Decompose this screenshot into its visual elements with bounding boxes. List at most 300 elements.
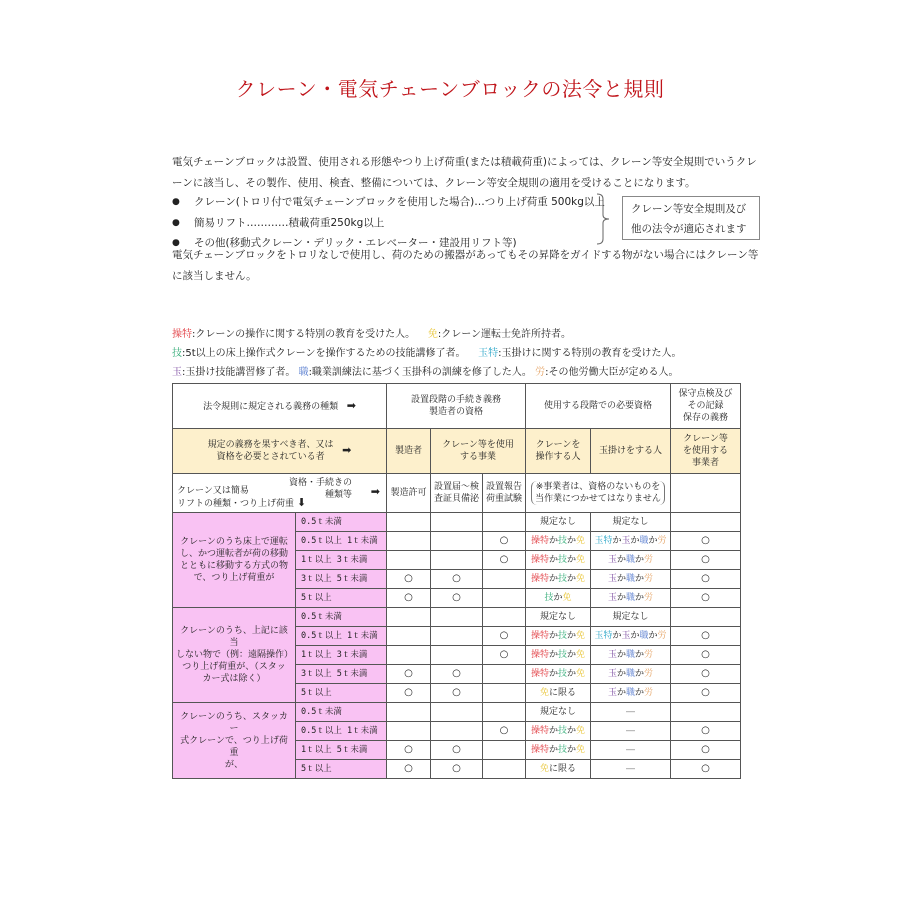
header-slinger: 玉掛けをする人 [591, 429, 671, 474]
header-text: 設置報告 [485, 482, 522, 492]
install-report-cell: ○ [483, 722, 526, 741]
header-manufacturer: 製造者 [387, 429, 431, 474]
qualification-token: 技 [557, 726, 567, 736]
header-install-report [483, 474, 526, 513]
operator-qualification-cell [526, 513, 591, 532]
legend-line-1 [172, 325, 762, 344]
legend-abbr-tama: 玉 [172, 367, 182, 378]
qualification-token: 玉 [607, 650, 617, 660]
header-business-use [431, 429, 526, 474]
qualification-token: 玉特 [594, 536, 613, 546]
qualification-token: 技 [557, 745, 567, 755]
qualification-token: 技 [557, 669, 567, 679]
crane-type-text: カー式は除く） [202, 674, 266, 684]
qualification-token: か [567, 745, 577, 755]
qualification-token: か [630, 536, 640, 546]
capacity-cell: 5ｔ以上 [296, 684, 387, 703]
mfg-permit-cell [387, 532, 431, 551]
note-line-1: クレーン等安全規則及び [631, 203, 747, 215]
mfg-permit-cell [387, 627, 431, 646]
slinger-qualification-cell [591, 513, 671, 532]
maintenance-cell: ○ [671, 570, 741, 589]
slinger-qualification-cell [591, 760, 671, 779]
operator-qualification-cell [526, 608, 591, 627]
operator-qualification-cell [526, 741, 591, 760]
maintenance-cell: ○ [671, 741, 741, 760]
slinger-qualification-cell [591, 551, 671, 570]
operator-qualification-cell [526, 570, 591, 589]
crane-type-text: クレーンのうち床上で運転 [180, 537, 288, 547]
maintenance-cell: ○ [671, 760, 741, 779]
qualification-token: 免 [576, 555, 586, 565]
operator-qualification-cell [526, 589, 591, 608]
crane-type-label [173, 513, 296, 608]
qualification-token: 規定なし [612, 612, 649, 622]
note-line-2: 他の法令が適応されます [631, 223, 747, 235]
qualification-token: か [635, 555, 645, 565]
capacity-cell: 0.5ｔ未満 [296, 608, 387, 627]
bullet-dot-icon: ● [172, 197, 180, 207]
capacity-cell: 1ｔ以上 3ｔ未満 [296, 646, 387, 665]
operator-qualification-cell [526, 551, 591, 570]
header-mfg-permit: 製造許可 [387, 474, 431, 513]
qualification-token: 技 [557, 536, 567, 546]
crane-type-text: つり上げ荷重が、（スタッ [182, 662, 286, 672]
slinger-qualification-cell [591, 741, 671, 760]
arrow-right-icon: ➡ [346, 398, 356, 412]
crane-type-text: とともに移動する方式の物 [179, 561, 288, 571]
qualification-token: に限る [549, 764, 577, 774]
bullet-text: クレーン(トロリ付で電気チェーンブロックを使用した場合)…つり上げ荷重 500kg以上 [194, 196, 605, 208]
qualification-token: 労 [644, 555, 654, 565]
install-report-cell [483, 741, 526, 760]
header-text: 当作業につかせてはなりません [535, 494, 661, 504]
operator-qualification-cell [526, 684, 591, 703]
qualification-token: 操特 [530, 631, 549, 641]
maintenance-cell: ○ [671, 627, 741, 646]
qualification-token: 操特 [530, 536, 549, 546]
header-text: 種類等 [324, 490, 352, 500]
slinger-qualification-cell [591, 684, 671, 703]
qualification-token: か [635, 593, 645, 603]
qualification-token: 労 [644, 650, 654, 660]
legend-desc: :5t以上の床上操作式クレーンを操作するための技能講修了者。 [182, 348, 466, 359]
operator-qualification-cell [526, 760, 591, 779]
slinger-qualification-cell [591, 665, 671, 684]
crane-type-text: クレーンのうち、スタッカー [180, 711, 288, 734]
intro-paragraph [172, 152, 762, 193]
header-text: 製造者の資格 [428, 407, 483, 417]
header-text: を使用する [682, 446, 728, 456]
legend-abbr-tamatoku: 玉特 [478, 348, 499, 359]
right-brace-icon [596, 193, 610, 245]
header-business-owner [671, 429, 741, 474]
qualification-token: 職 [639, 631, 649, 641]
header-responsible [173, 429, 387, 474]
header-diagonal-cell [173, 474, 387, 513]
header-maintenance [671, 384, 741, 429]
qualification-token: 職 [625, 574, 635, 584]
qualification-token: か [548, 726, 558, 736]
qualification-token: 労 [657, 631, 667, 641]
crane-type-text: し、かつ運転者が荷の移動 [179, 549, 288, 559]
qualification-token: 玉 [607, 688, 617, 698]
install-report-cell: ○ [483, 532, 526, 551]
qualification-token: に限る [549, 688, 577, 698]
qualification-token: か [635, 650, 645, 660]
install-notice-cell: ○ [431, 684, 483, 703]
header-text: リフトの種類・つり上げ荷重 [177, 499, 295, 509]
header-row-procedures [173, 474, 741, 513]
arrow-right-icon: ➡ [342, 443, 352, 457]
install-report-cell [483, 513, 526, 532]
maintenance-cell: ○ [671, 684, 741, 703]
install-report-cell [483, 589, 526, 608]
qualification-token: 労 [644, 593, 654, 603]
qualification-token: 免 [539, 764, 549, 774]
mfg-permit-cell [387, 551, 431, 570]
maintenance-cell [671, 703, 741, 722]
header-duty-type [173, 384, 387, 429]
crane-type-text: しない物で（例：遠隔操作） [176, 650, 294, 660]
qualification-token: 職 [625, 593, 635, 603]
install-notice-cell [431, 513, 483, 532]
qualification-token: 免 [562, 593, 572, 603]
header-text: 設置届～検 [433, 482, 479, 492]
qualification-token: 技 [557, 631, 567, 641]
header-row-responsible [173, 429, 741, 474]
header-notice [526, 474, 671, 513]
qualification-token: か [548, 650, 558, 660]
maintenance-cell: ○ [671, 646, 741, 665]
qualification-token: 規定なし [539, 612, 576, 622]
header-text: 設置段階の手続き義務 [410, 395, 501, 405]
install-notice-cell: ○ [431, 741, 483, 760]
qualification-token: 労 [644, 688, 654, 698]
qualification-token: か [567, 650, 577, 660]
header-operator [526, 429, 591, 474]
capacity-cell: 3ｔ以上 5ｔ未満 [296, 570, 387, 589]
install-report-cell: ○ [483, 627, 526, 646]
qualification-token: 玉 [621, 536, 631, 546]
qualification-token: か [648, 631, 658, 641]
outro-line-2: に該当しません。 [172, 269, 257, 282]
outro-paragraph [172, 245, 762, 286]
slinger-qualification-cell [591, 532, 671, 551]
install-notice-cell: ○ [431, 589, 483, 608]
mfg-permit-cell: ○ [387, 570, 431, 589]
page-title: クレーン・電気チェーンブロックの法令と規則 [235, 77, 665, 101]
install-report-cell [483, 684, 526, 703]
legend-line-3 [172, 363, 762, 382]
qualification-token: か [635, 669, 645, 679]
header-text: その記録 [687, 401, 724, 411]
header-text: 資格・手続きの [288, 478, 352, 488]
install-notice-cell [431, 646, 483, 665]
qualification-token: か [616, 574, 626, 584]
legend-abbr-rou: 労 [535, 367, 546, 378]
qualification-token: 操特 [530, 745, 549, 755]
install-report-cell: ○ [483, 646, 526, 665]
install-notice-cell [431, 703, 483, 722]
slinger-qualification-cell [591, 646, 671, 665]
capacity-cell: 0.5ｔ以上 1ｔ未満 [296, 532, 387, 551]
legend-desc: :玉掛けに関する特別の教育を受けた人。 [498, 348, 682, 359]
operator-qualification-cell [526, 646, 591, 665]
table-row [173, 608, 741, 627]
qualification-token: 職 [639, 536, 649, 546]
qualification-token: か [630, 631, 640, 641]
qualification-token: か [548, 555, 558, 565]
slinger-qualification-cell [591, 722, 671, 741]
bullet-item-simple-lift [172, 213, 612, 234]
mfg-permit-cell: ○ [387, 760, 431, 779]
qualification-token: か [616, 688, 626, 698]
header-text: クレーンを [535, 440, 581, 450]
mfg-permit-cell [387, 608, 431, 627]
qualification-token: か [567, 536, 577, 546]
qualification-token: 技 [557, 574, 567, 584]
install-report-cell [483, 760, 526, 779]
header-text: 資格を必要とされている者 [216, 452, 325, 462]
qualification-token: 規定なし [539, 517, 576, 527]
slinger-qualification-cell [591, 608, 671, 627]
header-text: 保守点検及び [678, 389, 733, 399]
capacity-cell: 0.5ｔ未満 [296, 703, 387, 722]
crane-type-text: 式クレーンで、つり上げ荷重 [180, 735, 288, 758]
install-notice-cell: ○ [431, 570, 483, 589]
install-notice-cell [431, 551, 483, 570]
qualification-token: 職 [625, 669, 635, 679]
operator-qualification-cell [526, 665, 591, 684]
qualification-token: 技 [557, 650, 567, 660]
header-use-stage: 使用する段階での必要資格 [526, 384, 671, 429]
header-text: 事業者 [691, 458, 719, 468]
qualification-token: 技 [544, 593, 554, 603]
mfg-permit-cell: ○ [387, 665, 431, 684]
diag-bottom-label [177, 485, 306, 510]
regulation-note-box [622, 196, 760, 240]
bullet-dot-icon: ● [172, 217, 180, 228]
capacity-cell: 5ｔ以上 [296, 760, 387, 779]
operator-qualification-cell [526, 722, 591, 741]
qualification-token: か [567, 555, 577, 565]
intro-line-2: ーンに該当し、その製作、使用、検査、整備については、クレーン等安全規則の適用を受けることになります。 [172, 176, 696, 189]
arrow-down-icon: ⬇ [296, 496, 307, 509]
qualification-token: 規定なし [539, 707, 576, 717]
qualification-token: か [612, 631, 622, 641]
qualification-token: 玉特 [594, 631, 613, 641]
qualification-token: 操特 [530, 669, 549, 679]
qualification-token: か [635, 574, 645, 584]
qualification-token: 玉 [621, 631, 631, 641]
install-report-cell: ○ [483, 551, 526, 570]
qualification-token: 操特 [530, 650, 549, 660]
legend-desc: :その他労働大臣が定める人。 [545, 367, 679, 378]
header-text: 荷重試験 [485, 494, 522, 504]
slinger-qualification-cell [591, 589, 671, 608]
qualification-token: 免 [576, 631, 586, 641]
abbreviation-legend [172, 325, 762, 382]
mfg-permit-cell: ○ [387, 684, 431, 703]
capacity-cell: 1ｔ以上 5ｔ未満 [296, 741, 387, 760]
install-notice-cell [431, 627, 483, 646]
qualification-token: 規定なし [612, 517, 649, 527]
qualification-token: 免 [539, 688, 549, 698]
qualification-token: 免 [576, 745, 586, 755]
capacity-cell: 0.5ｔ以上 1ｔ未満 [296, 627, 387, 646]
qualification-token: か [612, 536, 622, 546]
notice-bracket [531, 481, 665, 505]
legend-desc: :職業訓練法に基づく玉掛科の訓練を修了した人。 [308, 367, 532, 378]
qualification-token: ― [626, 726, 635, 736]
qualification-token: 職 [625, 555, 635, 565]
install-notice-cell [431, 608, 483, 627]
maintenance-cell [671, 608, 741, 627]
header-install-notice [431, 474, 483, 513]
qualification-token: 免 [576, 726, 586, 736]
legend-desc: :クレーンの操作に関する特別の教育を受けた人。 [192, 329, 416, 340]
qualification-token: 職 [625, 650, 635, 660]
qualification-token: か [616, 593, 626, 603]
maintenance-cell: ○ [671, 589, 741, 608]
bullet-dot-icon: ● [172, 238, 180, 248]
header-text: ※事業者は、資格のないものを [535, 482, 661, 492]
capacity-cell: 0.5ｔ以上 1ｔ未満 [296, 722, 387, 741]
mfg-permit-cell [387, 703, 431, 722]
header-text: 査証貝備泌 [433, 494, 479, 504]
qualification-token: か [548, 669, 558, 679]
capacity-cell: 1ｔ以上 3ｔ未満 [296, 551, 387, 570]
install-report-cell [483, 608, 526, 627]
header-text: する事業 [459, 452, 496, 462]
qualification-token: か [616, 650, 626, 660]
header-text: クレーン又は簡易 [177, 486, 249, 496]
qualification-token: 免 [576, 650, 586, 660]
header-text: 保存の義務 [682, 413, 728, 423]
qualification-token: 操特 [530, 555, 549, 565]
outro-line-1: 電気チェーンブロックをトロリなしで使用し、荷のための搬器があってもその昇降をガイドする物がない場合にはクレーン等 [172, 249, 759, 261]
bullet-item-crane [172, 192, 612, 213]
qualification-token: 免 [576, 574, 586, 584]
regulation-table [172, 383, 741, 779]
mfg-permit-cell: ○ [387, 589, 431, 608]
legend-abbr-gino: 技 [172, 348, 182, 359]
table-row [173, 513, 741, 532]
capacity-cell: 3ｔ以上 5ｔ未満 [296, 665, 387, 684]
header-text: 規定の義務を果すべき者、又は [207, 440, 334, 450]
qualification-token: か [648, 536, 658, 546]
legend-abbr-shoku: 職 [298, 367, 309, 378]
crane-type-text: で、つり上げ荷重が [193, 573, 275, 583]
legend-desc: :玉掛け技能講習修了者。 [182, 367, 296, 378]
qualification-token: 免 [576, 536, 586, 546]
qualification-token: 玉 [607, 669, 617, 679]
qualification-token: か [616, 669, 626, 679]
header-text: 操作する人 [535, 452, 581, 462]
install-report-cell [483, 703, 526, 722]
install-notice-cell: ○ [431, 665, 483, 684]
header-text: クレーン等を使用 [442, 440, 514, 450]
mfg-permit-cell [387, 646, 431, 665]
qualification-token: 玉 [607, 574, 617, 584]
qualification-token: 操特 [530, 726, 549, 736]
legend-desc: :クレーン運転士免許所持者。 [437, 329, 572, 340]
legend-abbr-menkyo: 免 [427, 329, 438, 340]
operator-qualification-cell [526, 532, 591, 551]
legend-abbr-soutoku: 操特 [172, 329, 192, 340]
qualification-token: か [567, 669, 577, 679]
qualification-token: か [567, 726, 577, 736]
qualification-token: 免 [576, 669, 586, 679]
mfg-permit-cell [387, 722, 431, 741]
install-notice-cell [431, 722, 483, 741]
qualification-token: か [548, 574, 558, 584]
install-report-cell [483, 665, 526, 684]
capacity-cell: 5ｔ以上 [296, 589, 387, 608]
qualification-token: か [567, 631, 577, 641]
qualification-token: 技 [557, 555, 567, 565]
intro-line-1: 電気チェーンブロックは設置、使用される形態やつり上げ荷重(または積載荷重)によっては、クレーン等安全規則でいうクレ [172, 156, 757, 168]
qualification-token: 労 [644, 574, 654, 584]
slinger-qualification-cell [591, 627, 671, 646]
qualification-token: 労 [644, 669, 654, 679]
header-install-stage [387, 384, 526, 429]
qualification-token: か [548, 745, 558, 755]
table-row [173, 703, 741, 722]
qualification-token: ― [626, 745, 635, 755]
qualification-token: ― [626, 764, 635, 774]
header-row-duty-type [173, 384, 741, 429]
qualification-token: か [553, 593, 563, 603]
maintenance-cell [671, 513, 741, 532]
operator-qualification-cell [526, 703, 591, 722]
qualification-token: か [548, 631, 558, 641]
bullet-text: その他(移動式クレーン・デリック・エレベーター・建設用リフト等) [194, 237, 517, 249]
maintenance-cell: ○ [671, 722, 741, 741]
qualification-token: 玉 [607, 593, 617, 603]
qualification-token: ― [626, 707, 635, 717]
legend-line-2 [172, 344, 762, 363]
mfg-permit-cell [387, 513, 431, 532]
maintenance-cell: ○ [671, 532, 741, 551]
mfg-permit-cell: ○ [387, 741, 431, 760]
install-notice-cell: ○ [431, 760, 483, 779]
crane-type-text: が、 [224, 759, 243, 770]
install-notice-cell [431, 532, 483, 551]
crane-type-label [173, 703, 296, 779]
qualification-token: 玉 [607, 555, 617, 565]
qualification-token: か [567, 574, 577, 584]
header-text: 法令規則に規定される義務の種類 [203, 401, 339, 412]
qualification-token: 労 [657, 536, 667, 546]
maintenance-cell: ○ [671, 665, 741, 684]
slinger-qualification-cell [591, 703, 671, 722]
qualification-token: 操特 [530, 574, 549, 584]
bullet-text: 簡易リフト…………積載荷重250kg以上 [194, 216, 385, 229]
crane-type-text: クレーンのうち、上記に該当 [180, 626, 288, 648]
arrow-right-icon: ➡ [370, 485, 380, 498]
install-report-cell [483, 570, 526, 589]
slinger-qualification-cell [591, 570, 671, 589]
header-blank [671, 474, 741, 513]
capacity-cell: 0.5ｔ未満 [296, 513, 387, 532]
crane-type-label [173, 608, 296, 703]
maintenance-cell: ○ [671, 551, 741, 570]
operator-qualification-cell [526, 627, 591, 646]
qualification-token: 職 [625, 688, 635, 698]
qualification-token: か [635, 688, 645, 698]
